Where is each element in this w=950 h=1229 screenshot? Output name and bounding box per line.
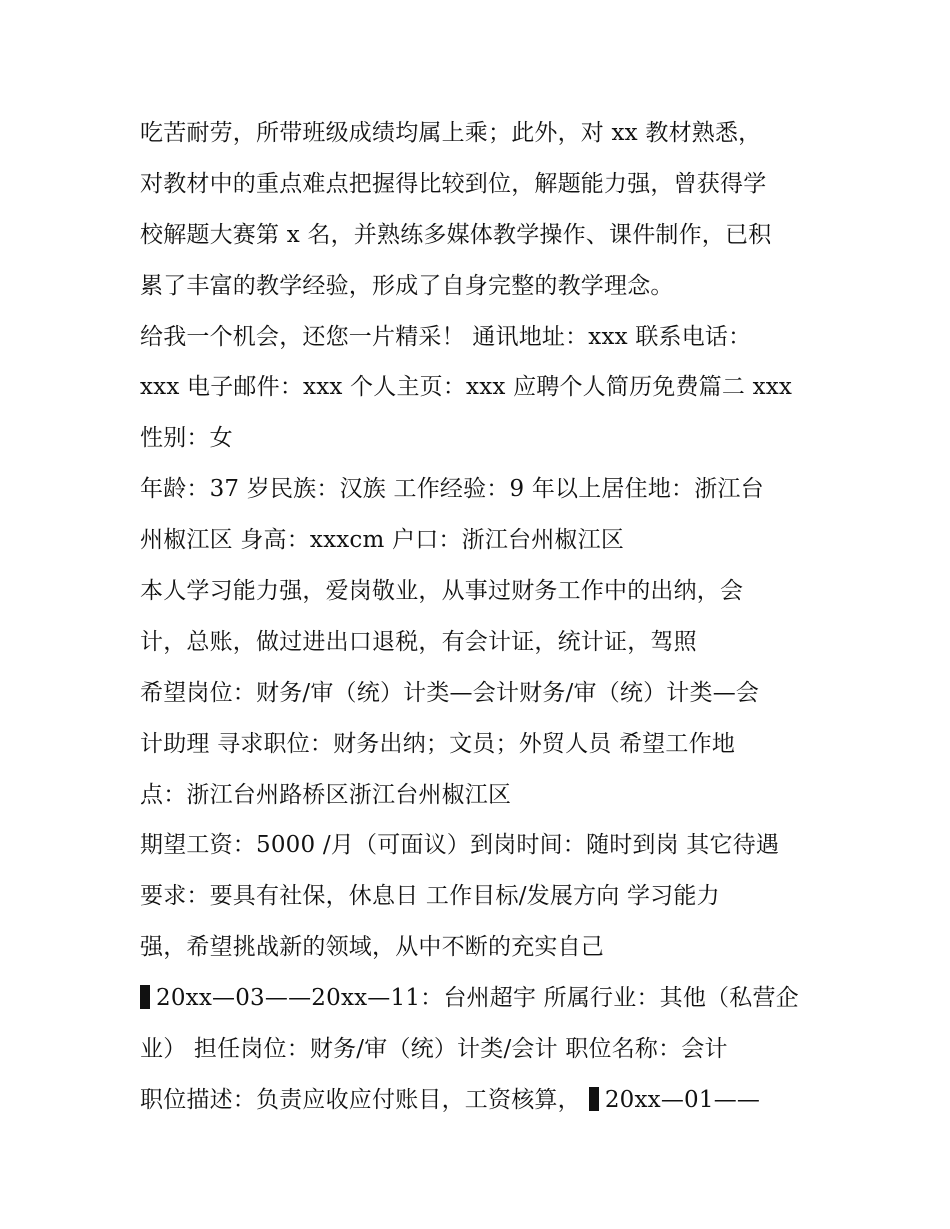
text-line: 给我一个机会，还您一片精采！ 通讯地址：xxx 联系电话： bbox=[140, 323, 752, 350]
text-line: 要求：要具有社保，休息日 工作目标/发展方向 学习能力 bbox=[140, 883, 720, 910]
text-line: 计，总账，做过进出口退税，有会计证，统计证，驾照 bbox=[140, 628, 697, 655]
work-history-text: 20xx—03——20xx—11：台州超宇 所属行业：其他（私营企 bbox=[156, 985, 799, 1012]
text-line: 业） 担任岗位：财务/审（统）计类/会计 职位名称：会计 bbox=[140, 1036, 728, 1063]
work-history-text: 20xx—01—— bbox=[604, 1086, 761, 1113]
work-history-line bbox=[140, 1075, 820, 1126]
document-body bbox=[140, 108, 820, 1126]
text-line: 累了丰富的教学经验，形成了自身完整的教学理念。 bbox=[140, 272, 674, 299]
text-line: 性别：女 bbox=[140, 425, 233, 452]
text-line: 期望工资：5000 /月（可面议）到岗时间：随时到岗 其它待遇 bbox=[140, 832, 780, 859]
text-line: 州椒江区 身高：xxxcm 户口：浙江台州椒江区 bbox=[140, 527, 625, 554]
text-line: 点：浙江台州路桥区浙江台州椒江区 bbox=[140, 781, 512, 808]
text-line: 本人学习能力强，爱岗敬业，从事过财务工作中的出纳，会 bbox=[140, 578, 744, 605]
text-line: 强，希望挑战新的领域，从中不断的充实自己 bbox=[140, 934, 604, 961]
text-line: 计助理 寻求职位：财务出纳；文员；外贸人员 希望工作地 bbox=[140, 730, 736, 757]
text-line: 对教材中的重点难点把握得比较到位，解题能力强，曾获得学 bbox=[140, 170, 767, 197]
text-line: 校解题大赛第 x 名，并熟练多媒体教学操作、课件制作，已积 bbox=[140, 221, 772, 248]
text-line: xxx 电子邮件：xxx 个人主页：xxx 应聘个人简历免费篇二 xxx bbox=[140, 374, 793, 401]
text-line: 吃苦耐劳，所带班级成绩均属上乘；此外，对 xx 教材熟悉， bbox=[140, 120, 762, 146]
bullet-marker-icon bbox=[589, 1087, 599, 1111]
bullet-marker-icon bbox=[140, 985, 150, 1009]
work-history-line bbox=[140, 973, 820, 1024]
text-line: 希望岗位：财务/审（统）计类—会计财务/审（统）计类—会 bbox=[140, 679, 760, 706]
text-line: 年龄：37 岁民族：汉族 工作经验：9 年以上居住地：浙江台 bbox=[140, 476, 764, 503]
job-description-text: 职位描述：负责应收应付账目，工资核算， bbox=[140, 1086, 581, 1113]
